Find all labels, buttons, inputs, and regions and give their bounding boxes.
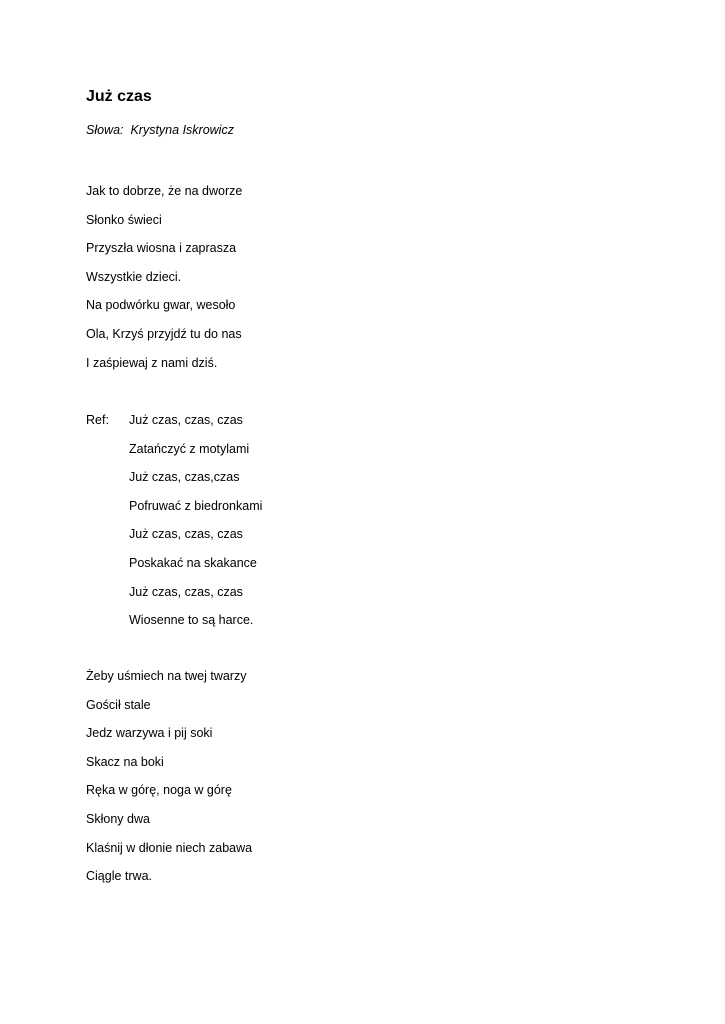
song-title: Już czas xyxy=(86,88,152,105)
refrain-line: Zatańczyć z motylami xyxy=(129,441,250,456)
verse-line: Ręka w górę, noga w górę xyxy=(86,783,232,798)
refrain-line: Poskakać na skakance xyxy=(129,555,257,570)
refrain-label: Ref: xyxy=(86,413,109,427)
verse-line: Na podwórku gwar, wesoło xyxy=(86,298,236,313)
author-line: Słowa: Krystyna Iskrowicz xyxy=(86,123,234,137)
verse-2 xyxy=(86,668,252,897)
verse-line: Przyszła wiosna i zaprasza xyxy=(86,241,237,256)
refrain-line: Pofruwać z biedronkami xyxy=(129,498,263,513)
refrain-line: Wiosenne to są harce. xyxy=(129,613,254,628)
verse-1 xyxy=(86,183,242,383)
refrain-lines xyxy=(129,412,262,641)
verse-line: Ciągle trwa. xyxy=(86,869,152,884)
verse-line: Słonko świeci xyxy=(86,212,162,227)
verse-line: Jak to dobrze, że na dworze xyxy=(86,184,243,198)
refrain-line: Już czas, czas,czas xyxy=(129,470,240,485)
refrain-line: Już czas, czas, czas xyxy=(129,527,243,542)
verse-line: I zaśpiewaj z nami dziś. xyxy=(86,355,218,370)
verse-line: Skacz na boki xyxy=(86,754,164,769)
verse-line: Jedz warzywa i pij soki xyxy=(86,726,213,741)
verse-line: Wszystkie dzieci. xyxy=(86,269,182,284)
refrain-line: Już czas, czas, czas xyxy=(129,413,243,427)
verse-line: Skłony dwa xyxy=(86,811,150,826)
verse-line: Klaśnij w dłonie niech zabawa xyxy=(86,840,253,855)
refrain-line: Już czas, czas, czas xyxy=(129,584,243,599)
verse-line: Żeby uśmiech na twej twarzy xyxy=(86,669,247,683)
verse-line: Gościł stale xyxy=(86,697,151,712)
verse-line: Ola, Krzyś przyjdź tu do nas xyxy=(86,326,242,341)
